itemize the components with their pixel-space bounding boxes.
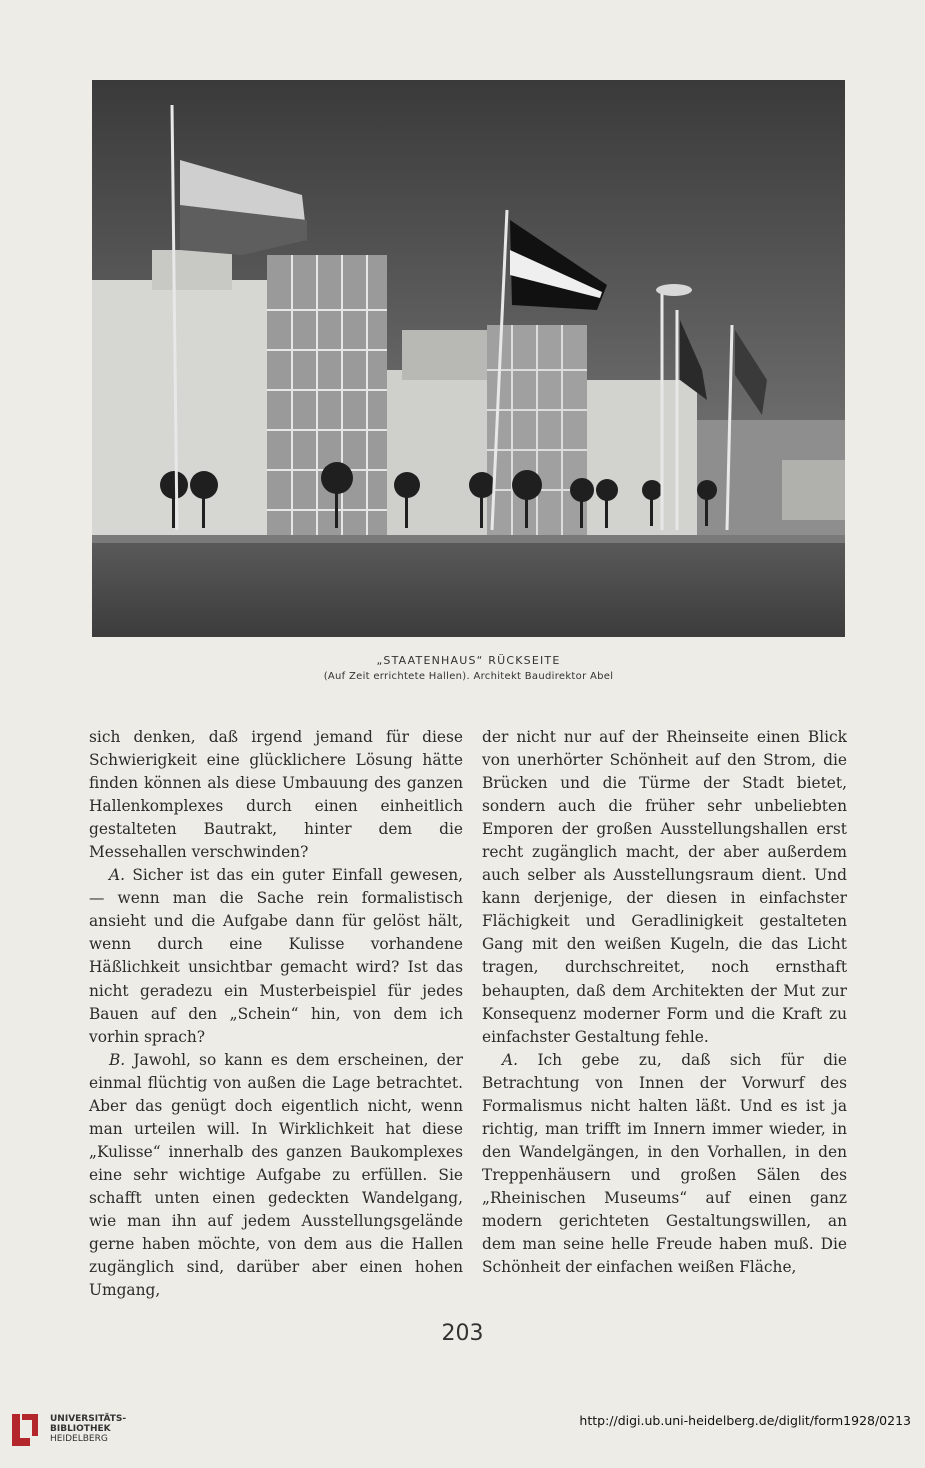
text-column-left (89, 726, 463, 1302)
paragraph: A. Sicher ist das ein guter Einfall gewesen, — wenn man die Sache rein formalistisch ansieht und die Aufgabe dann für gelöst hält, wenn durch eine Kulisse vorhandene Häßlichkeit unsichtbar gemacht wird? Ist das nicht geradezu ein Musterbeispiel für jedes Bauen auf den „Schein“ hin, von dem ich vorhin sprach? (89, 866, 463, 1046)
exhibition-hall-photo (92, 80, 845, 637)
paragraph: B. Jawohl, so kann es dem erscheinen, der einmal flüchtig von außen die Lage betrachtet. Aber das genügt doch eigentlich nicht, wenn man urteilen will. In Wirklichkeit hat diese „Kulisse“ innerhalb des ganzen Baukomplexes eine sehr wichtige Aufgabe zu erfüllen. Sie schafft unten einen gedeckten Wandelgang, wie man ihn auf jedem Ausstellungsgelände gerne haben möchte, von dem aus die Hallen zugänglich sind, darüber aber einen hohen Umgang, (89, 1050, 463, 1300)
library-logo-icon (10, 1412, 40, 1448)
photo-caption (92, 653, 845, 685)
source-url-link[interactable]: http://digi.ub.uni-heidelberg.de/diglit/form1928/0213 (579, 1413, 911, 1428)
lamp-top (656, 284, 692, 296)
plaza-ground (92, 540, 845, 637)
page-number: 203 (441, 1321, 484, 1346)
hall-block-left (92, 280, 267, 540)
library-logo[interactable] (10, 1412, 150, 1452)
speaker-label: A. (109, 866, 126, 885)
paragraph: A. Ich gebe zu, daß sich für die Betrachtung von Innen der Vorwurf des Formalismus nicht halten läßt. Und es ist ja richtig, man trifft im Innern immer wieder, in den Wandelgängen, in den Vorhallen, in den Treppenhäusern und großen Sälen des „Rheinischen Museums“ auf einen ganz modern gerichteten Gestaltungswillen, an dem man seine helle Freude haben muß. Die Schönheit der einfachen weißen Fläche, (482, 1050, 847, 1277)
caption-subtitle: (Auf Zeit errichtete Hallen). Architekt Baudirektor Abel (323, 671, 614, 682)
caption-title: „STAATENHAUS“ RÜCKSEITE (376, 654, 561, 667)
glass-tower (267, 255, 387, 540)
hall-block-right (587, 380, 697, 540)
paragraph: sich denken, daß irgend jemand für diese Schwierigkeit eine glücklichere Lösung hätte finden können als diese Umbauung des ganzen Hallenkomplexes durch einen einheitlich gestalteten Bautrakt, hinter dem die Messehallen verschwinden? (89, 728, 463, 862)
text-column-right (482, 726, 847, 1279)
hall-block-middle (387, 370, 487, 540)
photo-illustration (92, 80, 845, 637)
speaker-label: B. (109, 1050, 126, 1069)
paragraph: der nicht nur auf der Rheinseite einen Blick von unerhörter Schönheit auf den Strom, die Brücken und die Türme der Stadt bietet, sondern auch die früher sehr unbeliebten Emporen der großen Ausstellungshallen erst recht zugänglich macht, der aber außerdem auch selber als Ausstellungsraum dient. Und kann derjenige, der diesen in einfachster Flächigkeit und Geradlinigkeit gestalteten Gang mit den weißen Kugeln, die das Licht tragen, durchschreitet, noch ernsthaft behaupten, daß dem Architekten der Mut zur Konsequenz moderner Form und die Kraft zu einfachster Gestaltung fehle. (482, 728, 847, 1046)
speaker-label: A. (502, 1050, 519, 1069)
library-logo-text: UNIVERSITÄTS- BIBLIOTHEK HEIDELBERG (50, 1414, 127, 1444)
